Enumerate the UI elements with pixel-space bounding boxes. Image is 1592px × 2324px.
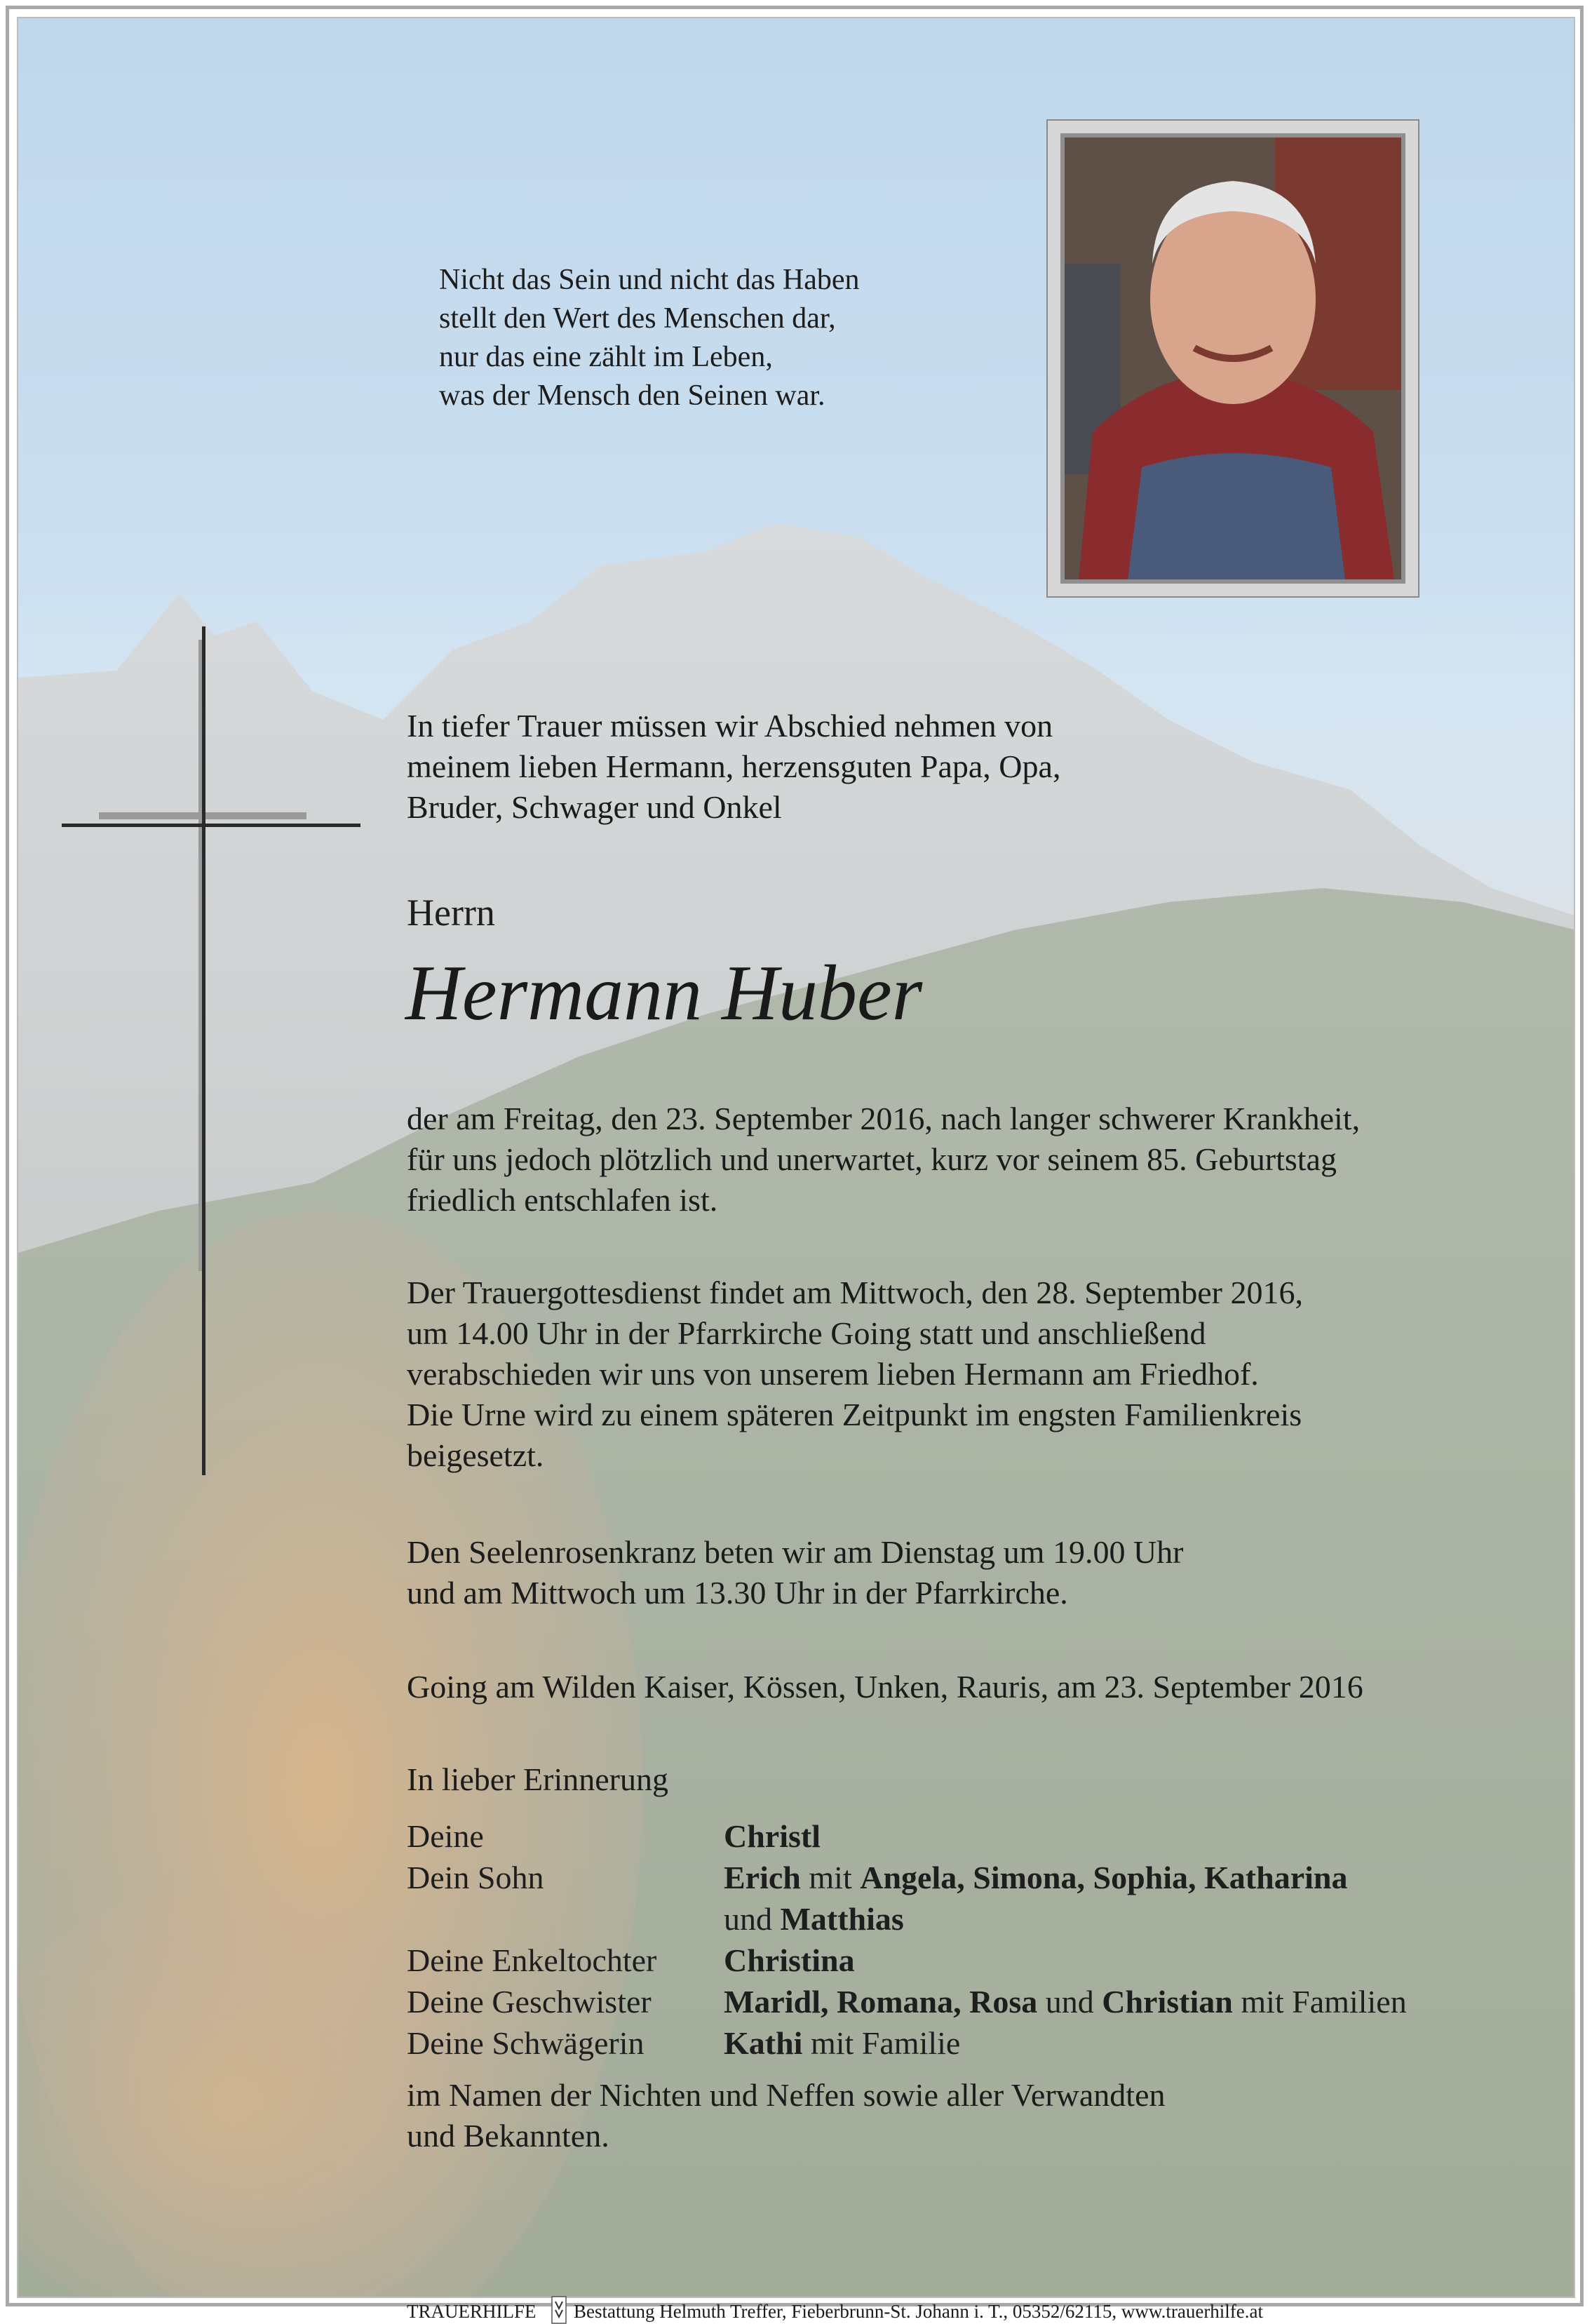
footer-brand: TRAUERHILFE	[407, 2301, 537, 2322]
cross-icon-bar	[62, 824, 360, 827]
closing-line: und Bekannten.	[407, 2118, 609, 2154]
place-date: Going am Wilden Kaiser, Kössen, Unken, Rauris, am 23. September 2016	[407, 1669, 1363, 1705]
relative-name: Christl	[724, 1818, 821, 1854]
relative-connector: und	[1037, 1984, 1102, 2020]
relative-connector: mit Familien	[1232, 1984, 1407, 2020]
relative-name: Christian	[1102, 1984, 1233, 2020]
footer-text: Bestattung Helmuth Treffer, Fieberbrunn-St. Johann i. T., 05352/62115, www.trauerhilfe.at	[574, 2301, 1264, 2322]
intro-line: Bruder, Schwager und Onkel	[407, 789, 782, 825]
portrait-photo	[1060, 133, 1405, 584]
relative-name: Angela, Simona, Sophia, Katharina	[860, 1860, 1348, 1895]
intro-line: In tiefer Trauer müssen wir Abschied nehmen von	[407, 708, 1053, 744]
service-line: beigesetzt.	[407, 1437, 544, 1473]
service-line: um 14.00 Uhr in der Pfarrkirche Going statt und anschließend	[407, 1315, 1206, 1351]
relative-connector: mit	[800, 1860, 861, 1895]
relative-relation: Dein Sohn	[407, 1860, 544, 1895]
relative-names	[724, 1944, 855, 1977]
death-notice-line: friedlich entschlafen ist.	[407, 1182, 718, 1218]
relative-relation: Deine	[407, 1818, 484, 1854]
trauerhilfe-logo-icon	[551, 2296, 567, 2324]
salutation: Herrn	[407, 892, 495, 934]
death-notice-line: für uns jedoch plötzlich und unerwartet, kurz vor seinem 85. Geburtstag	[407, 1141, 1337, 1177]
relative-connector: mit Familie	[802, 2025, 961, 2061]
death-notice-line: der am Freitag, den 23. September 2016, nach langer schwerer Krankheit,	[407, 1101, 1361, 1136]
quote-line: was der Mensch den Seinen war.	[439, 380, 825, 412]
rosary-line: und am Mittwoch um 13.30 Uhr in der Pfarrkirche.	[407, 1575, 1068, 1611]
intro-line: meinem lieben Hermann, herzensguten Papa, Opa,	[407, 748, 1061, 784]
relative-names	[724, 1986, 1407, 2018]
closing-line: im Namen der Nichten und Neffen sowie aller Verwandten	[407, 2077, 1166, 2113]
relative-names	[724, 1862, 1348, 1894]
relative-name: Maridl, Romana, Rosa	[724, 1984, 1038, 2020]
relative-relation: Deine Schwägerin	[407, 2025, 645, 2061]
quote-line: Nicht das Sein und nicht das Haben	[439, 264, 860, 296]
memory-heading: In lieber Erinnerung	[407, 1761, 668, 1797]
cross-icon	[202, 626, 205, 1475]
quote-line: stellt den Wert des Menschen dar,	[439, 302, 836, 335]
relative-name: Matthias	[780, 1901, 904, 1937]
relative-relation: Deine Enkeltochter	[407, 1942, 657, 1978]
service-line: verabschieden wir uns von unserem lieben Hermann am Friedhof.	[407, 1356, 1259, 1392]
rosary-line: Den Seelenrosenkranz beten wir am Dienstag um 19.00 Uhr	[407, 1534, 1184, 1570]
relative-names	[724, 1903, 904, 1935]
relative-names	[724, 1820, 821, 1853]
relative-name: Erich	[724, 1860, 801, 1895]
relative-connector: und	[724, 1901, 781, 1937]
deceased-name: Hermann Huber	[405, 950, 923, 1037]
relative-name: Kathi	[724, 2025, 803, 2061]
portrait-frame	[1046, 119, 1419, 598]
relative-relation: Deine Geschwister	[407, 1984, 652, 2020]
relative-name: Christina	[724, 1942, 855, 1978]
service-line: Der Trauergottesdienst findet am Mittwoch, den 28. September 2016,	[407, 1275, 1304, 1310]
relative-names	[724, 2027, 960, 2060]
quote-line: nur das eine zählt im Leben,	[439, 341, 773, 373]
service-line: Die Urne wird zu einem späteren Zeitpunkt im engsten Familienkreis	[407, 1397, 1302, 1432]
